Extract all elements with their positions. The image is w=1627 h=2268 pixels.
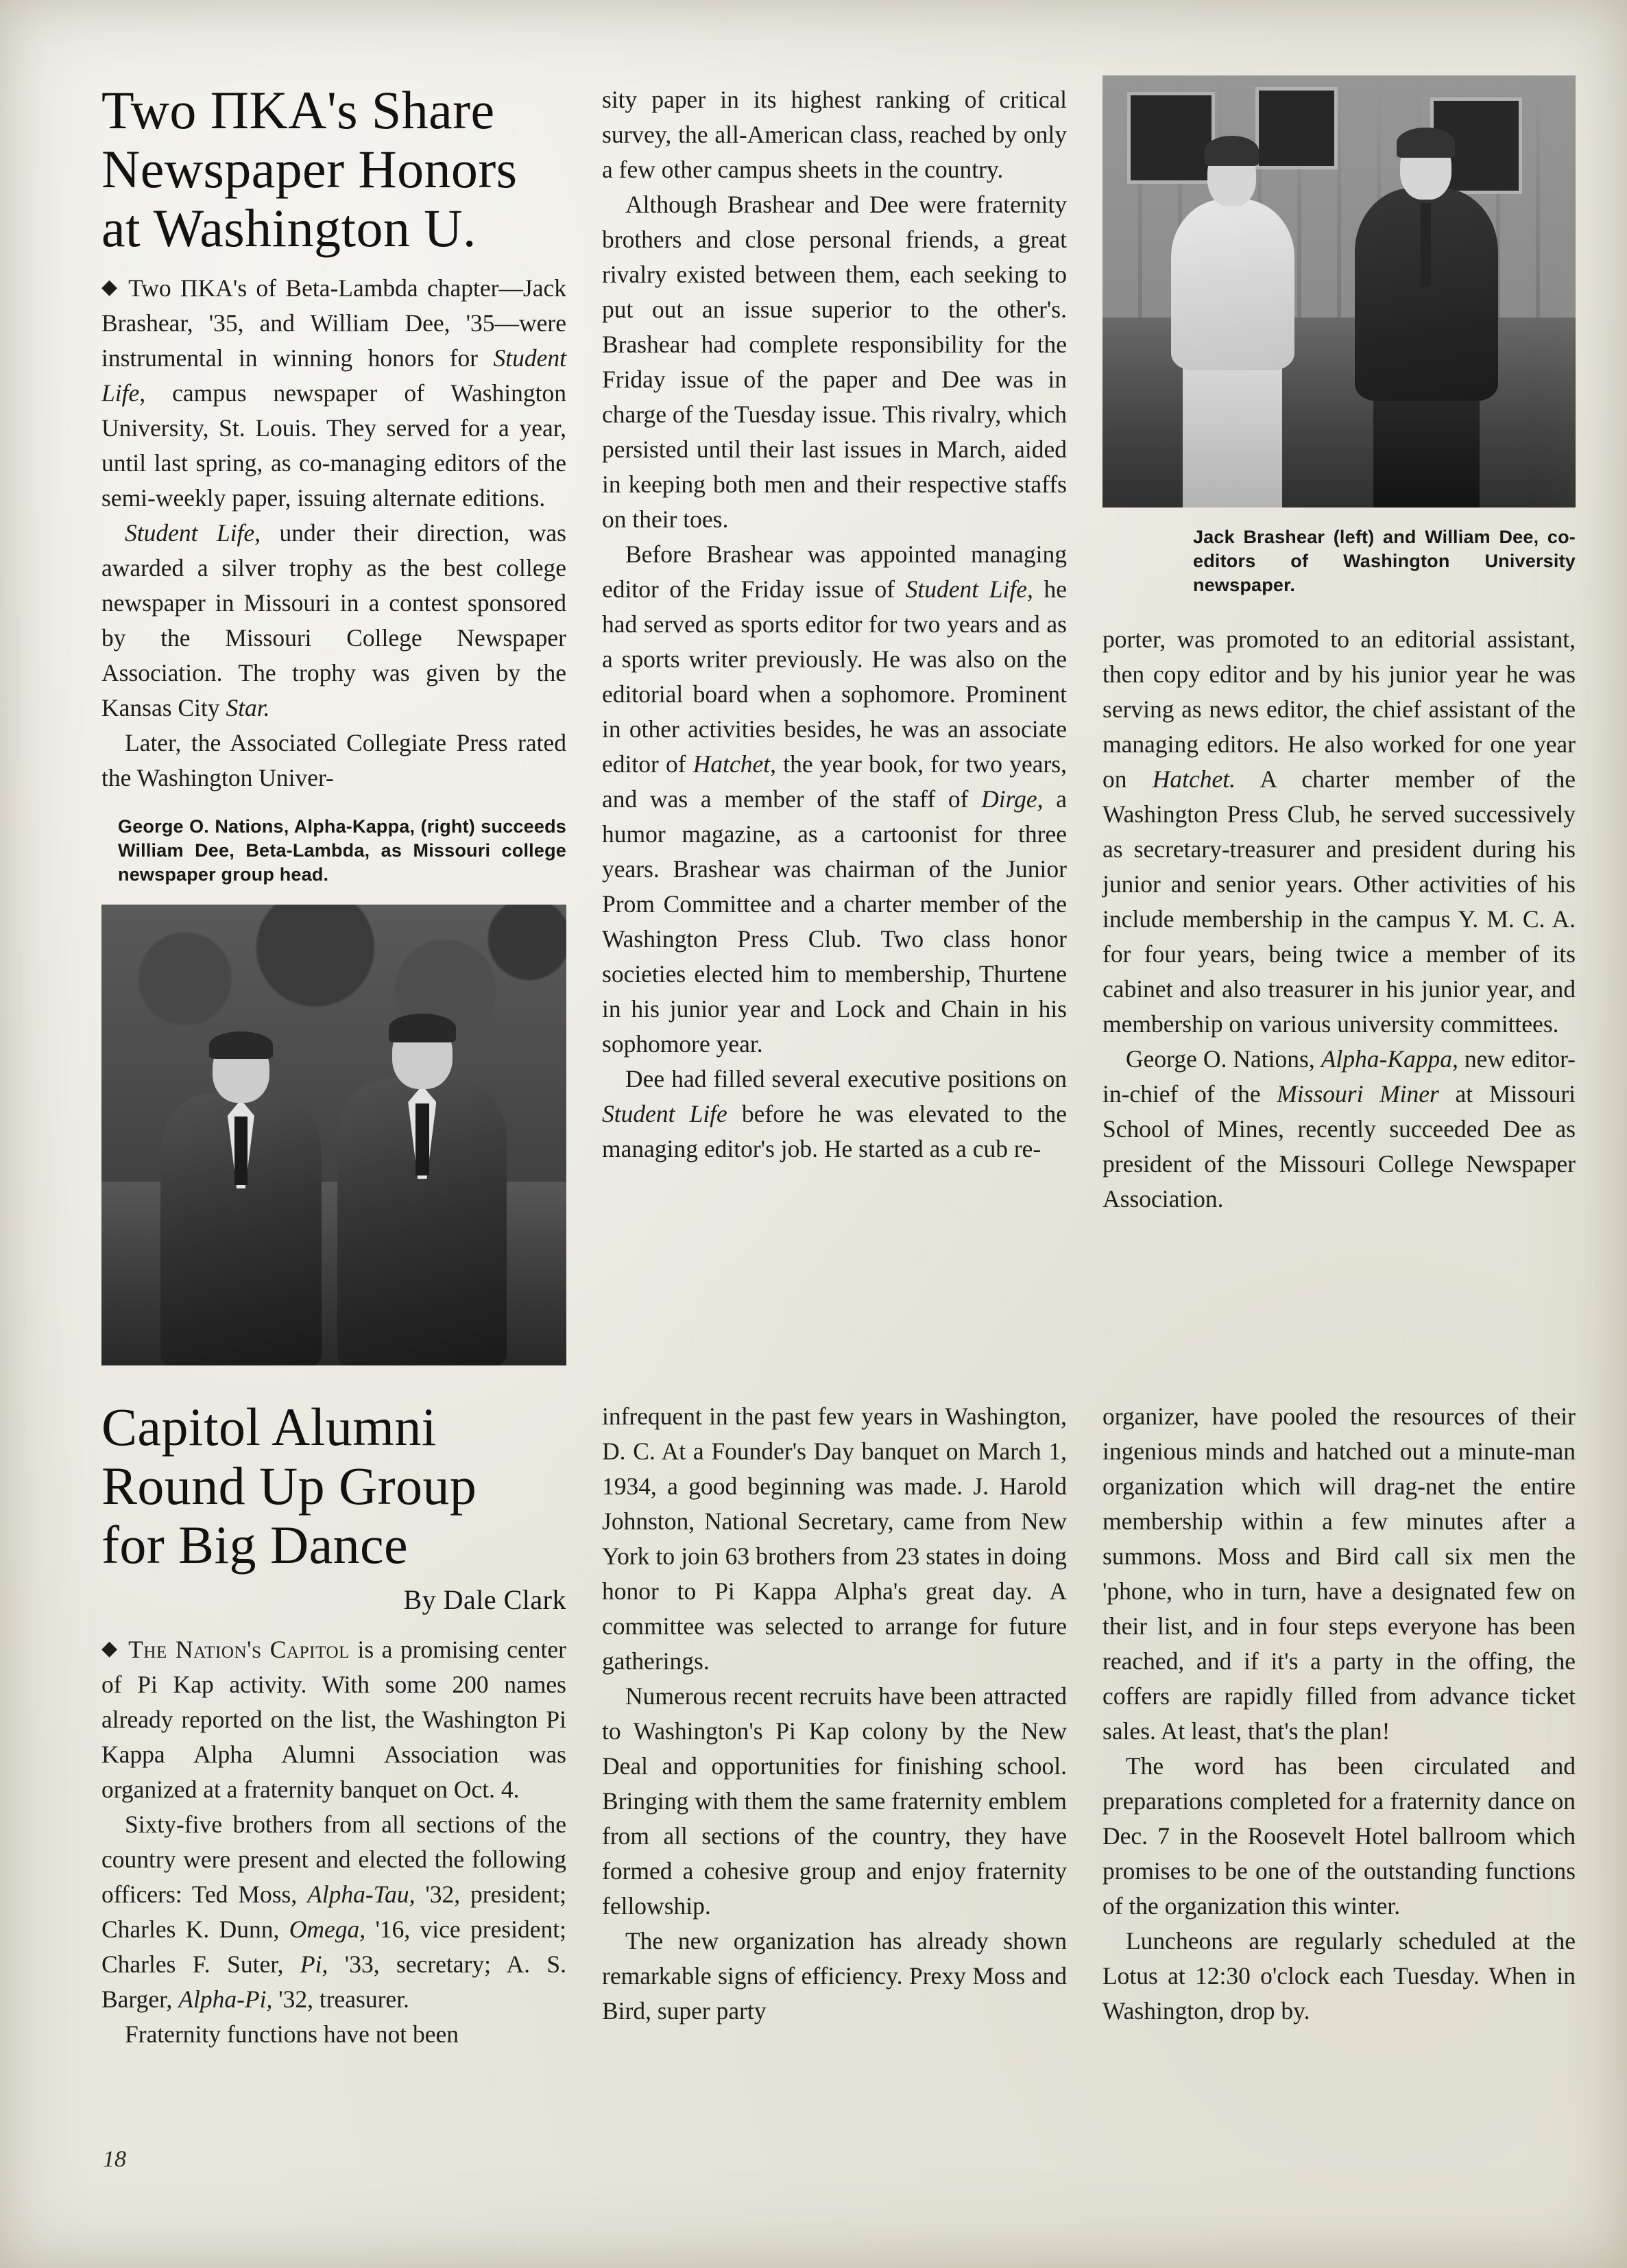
photo-nations-and-dee [101,905,566,1365]
italic-title: Student Life, [101,344,566,407]
paragraph: The word has been circulated and preparations completed for a fraternity dance on Dec. 7 in the Roosevelt Hotel ballroom which promises to be one of the outstanding functions of the organization this winter. [1102,1752,1576,1920]
article2-column-2 [602,1399,1067,2029]
paragraph [602,537,1067,1062]
lead-text: Two ΠKA's of Beta-Lambda chapter—Jack Brashear, '35, and William Dee, '35—were instrumental in winning honors for [101,274,566,372]
italic-title: Dirge, [981,785,1044,813]
paragraph: Although Brashear and Dee were fraternity brothers and close personal friends, a great rivalry existed between them, each seeking to put out an issue superior to the other's. Brashear had complete responsibility for the Friday issue of the paper and Dee was in charge of the Tuesday issue. This rivalry, which persisted until their last issues in March, aided in keeping both men and their respective staffs on their toes. [602,191,1067,533]
figure-hair [1205,136,1259,165]
paragraph-text: new editor-in-chief of the [1102,1045,1576,1108]
paragraph-text: porter, was promoted to an editorial assistant, then copy editor and by his junior year he was serving as news editor, the chief assistant of the managing editors. He also worked for one year on [1102,625,1576,793]
headline-line: Round Up Group [101,1455,477,1516]
italic-chapter: Alpha-Tau, [307,1881,415,1909]
paragraph-text: '32, treasurer. [272,1985,409,2014]
photo-figure-left [157,1025,324,1365]
article2-headline [101,1398,566,1574]
article1-col2-text [602,82,1067,1167]
italic-title: Missouri Miner [1277,1080,1439,1108]
paragraph-text: at Missouri School of Mines, recently succeeded Dee as president of the Missouri College Newspaper Association. [1102,1080,1576,1213]
paragraph [1102,1042,1576,1217]
paragraph-text: Sixty-five brothers from all sections of the country were present and elected the following officers: Ted Moss, [101,1811,566,1909]
article1-col1-text [101,271,566,796]
article1-col3-text [1102,622,1576,1217]
paragraph-text: Dee had filled several executive positions on [625,1065,1067,1093]
italic-title: Student Life, [905,575,1033,603]
headline-line: for Big Dance [101,1514,409,1575]
figure-necktie [415,1103,430,1175]
photo-figure-right [334,1006,511,1365]
lead-paragraph [101,1632,566,1807]
diamond-bullet-icon: ◆ [101,1637,118,1660]
paragraph-text: George O. Nations, [1126,1045,1321,1073]
paragraph-text: he had served as sports editor for two years and as a sports writer previously. He was also on the editorial board when a sophomore. Prominent in other activities besides, he was an associate editor of [602,575,1067,778]
italic-title: Hatchet. [1152,765,1236,793]
paragraph: Numerous recent recruits have been attracted to Washington's Pi Kap colony by the New Deal and opportunities for finishing school. Bringing with them the same fraternity emblem from all sections of the country, they have formed a cohesive group and enjoy fraternity fellowship. [602,1682,1067,1920]
article1-column-3 [1102,75,1576,1217]
headline-line: Two ΠKA's Share [101,80,495,140]
headline-line: at Washington U. [101,198,477,258]
paragraph [101,516,566,726]
italic-chapter: Omega, [289,1915,366,1944]
italic-chapter: Alpha-Pi, [178,1985,273,2014]
paragraph-text: the year book, for two years, and was a member of the staff of [602,750,1067,813]
photo-brashear-and-dee [1102,75,1576,508]
article2-byline: By Dale Clark [403,1584,566,1616]
paragraph: sity paper in its highest ranking of critical survey, the all-American class, reached by only a few other campus sheets in the country. [602,86,1067,183]
figure-necktie [234,1117,248,1184]
paragraph: organizer, have pooled the resources of their ingenious minds and hatched out a minute-man organization which will drag-net the entire membership within a few minutes after a summons. Moss and Bird call six men the 'phone, who in turn, have a designated few on their list, and in four steps everyone has been reached, and if it's a party in the offing, the coffers are rapidly filled from advance ticket sales. At least, that's the plan! [1102,1402,1576,1745]
photo-caption-left: George O. Nations, Alpha-Kappa, (right) succeeds William Dee, Beta-Lambda, as Missouri college newspaper group head. [118,816,566,885]
lead-paragraph [101,271,566,516]
paragraph: infrequent in the past few years in Washington, D. C. At a Founder's Day banquet on March 1, 1934, a good beginning was made. J. Harold Johnston, National Secretary, came from New York to join 63 brothers from 23 states in doing honor to Pi Kappa Alpha's great day. A committee was selected to arrange for future gatherings. [602,1402,1067,1675]
figure-hair [389,1014,456,1042]
headline-line: Capitol Alumni [101,1397,437,1457]
paragraph-text: '32, president; Charles K. Dunn, [101,1881,566,1944]
headline-line: Newspaper Honors [101,139,518,199]
article2-column-1 [101,1398,566,2052]
article2-col3-text [1102,1399,1576,2029]
italic-title: Student Life [602,1100,727,1127]
photo-figure-right [1349,128,1505,508]
article1-column-1 [101,81,566,1365]
article1-column-2 [602,82,1067,1167]
page-number: 18 [103,2147,126,2172]
paragraph-text: under their direction, was awarded a silver trophy as the best college newspaper in Missouri in a contest sponsored by the Missouri College Newspaper Association. The trophy was given by the Kansas City [101,519,566,722]
paragraph: Luncheons are regularly scheduled at the Lotus at 12:30 o'clock each Tuesday. When in Washington, drop by. [1102,1927,1576,2025]
paragraph: Fraternity functions have not been [125,2020,459,2049]
paragraph-text: A charter member of the Washington Press Club, he served successively as secretary-treasurer and president during his junior and senior years. Other activities of his include membership in the campus Y. M. C. A. for four years, being twice a member of its cabinet and also treasurer in his junior year, and membership on various university committees. [1102,765,1576,1038]
paragraph [602,1062,1067,1167]
italic-chapter: Pi, [300,1950,328,1979]
paragraph [1102,622,1576,1042]
figure-sweater [1171,199,1294,370]
figure-necktie [1421,203,1432,287]
small-caps-opener: The Nation's Capitol [128,1636,350,1664]
paragraph-text: before he was elevated to the managing editor's job. He started as a cub re- [602,1100,1067,1162]
paragraph [101,1807,566,2017]
paragraph: Later, the Associated Collegiate Press rated the Washington Univer- [101,729,566,792]
paragraph-text: '33, secretary; A. S. Barger, [101,1950,567,2014]
figure-hair [209,1031,273,1059]
paragraph-text: Before Brashear was appointed managing editor of the Friday issue of [602,540,1067,603]
photo-figure-left [1159,136,1306,508]
diamond-bullet-icon: ◆ [101,276,118,299]
lead-text-rest: is a promising center of Pi Kap activity. With some 200 names already reported on the list, the Washington Pi Kappa Alpha Alumni Association was organized at a fraternity banquet on Oct. 4. [101,1636,566,1804]
italic-chapter: Alpha-Kappa, [1321,1045,1458,1073]
lead-text-rest: campus newspaper of Washington University, St. Louis. They served for a year, until last spring, as co-managing editors of the semi-weekly paper, issuing alternate editions. [101,379,566,512]
paragraph: The new organization has already shown remarkable signs of efficiency. Prexy Moss and Bird, super party [602,1927,1067,2025]
article1-headline [101,81,566,257]
photo-caption-right: Jack Brashear (left) and William Dee, co-editors of Washington University newspaper. [1193,527,1576,595]
italic-title: Student Life, [125,519,261,547]
italic-title: Hatchet, [692,750,777,778]
paragraph-text: a humor magazine, as a cartoonist for three years. Brashear was chairman of the Junior Prom Committee and a charter member of the Washington Press Club. Two class honor societies elected him to membership, Thurtene in his junior year and Lock and Chain in his sophomore year. [602,785,1067,1058]
figure-hair [1397,128,1454,158]
italic-title: Star. [226,694,270,722]
article2-col2-text [602,1399,1067,2029]
article2-col1-text [101,1632,566,2052]
article2-column-3 [1102,1399,1576,2029]
paragraph-text: '16, vice president; Charles F. Suter, [101,1915,567,1979]
